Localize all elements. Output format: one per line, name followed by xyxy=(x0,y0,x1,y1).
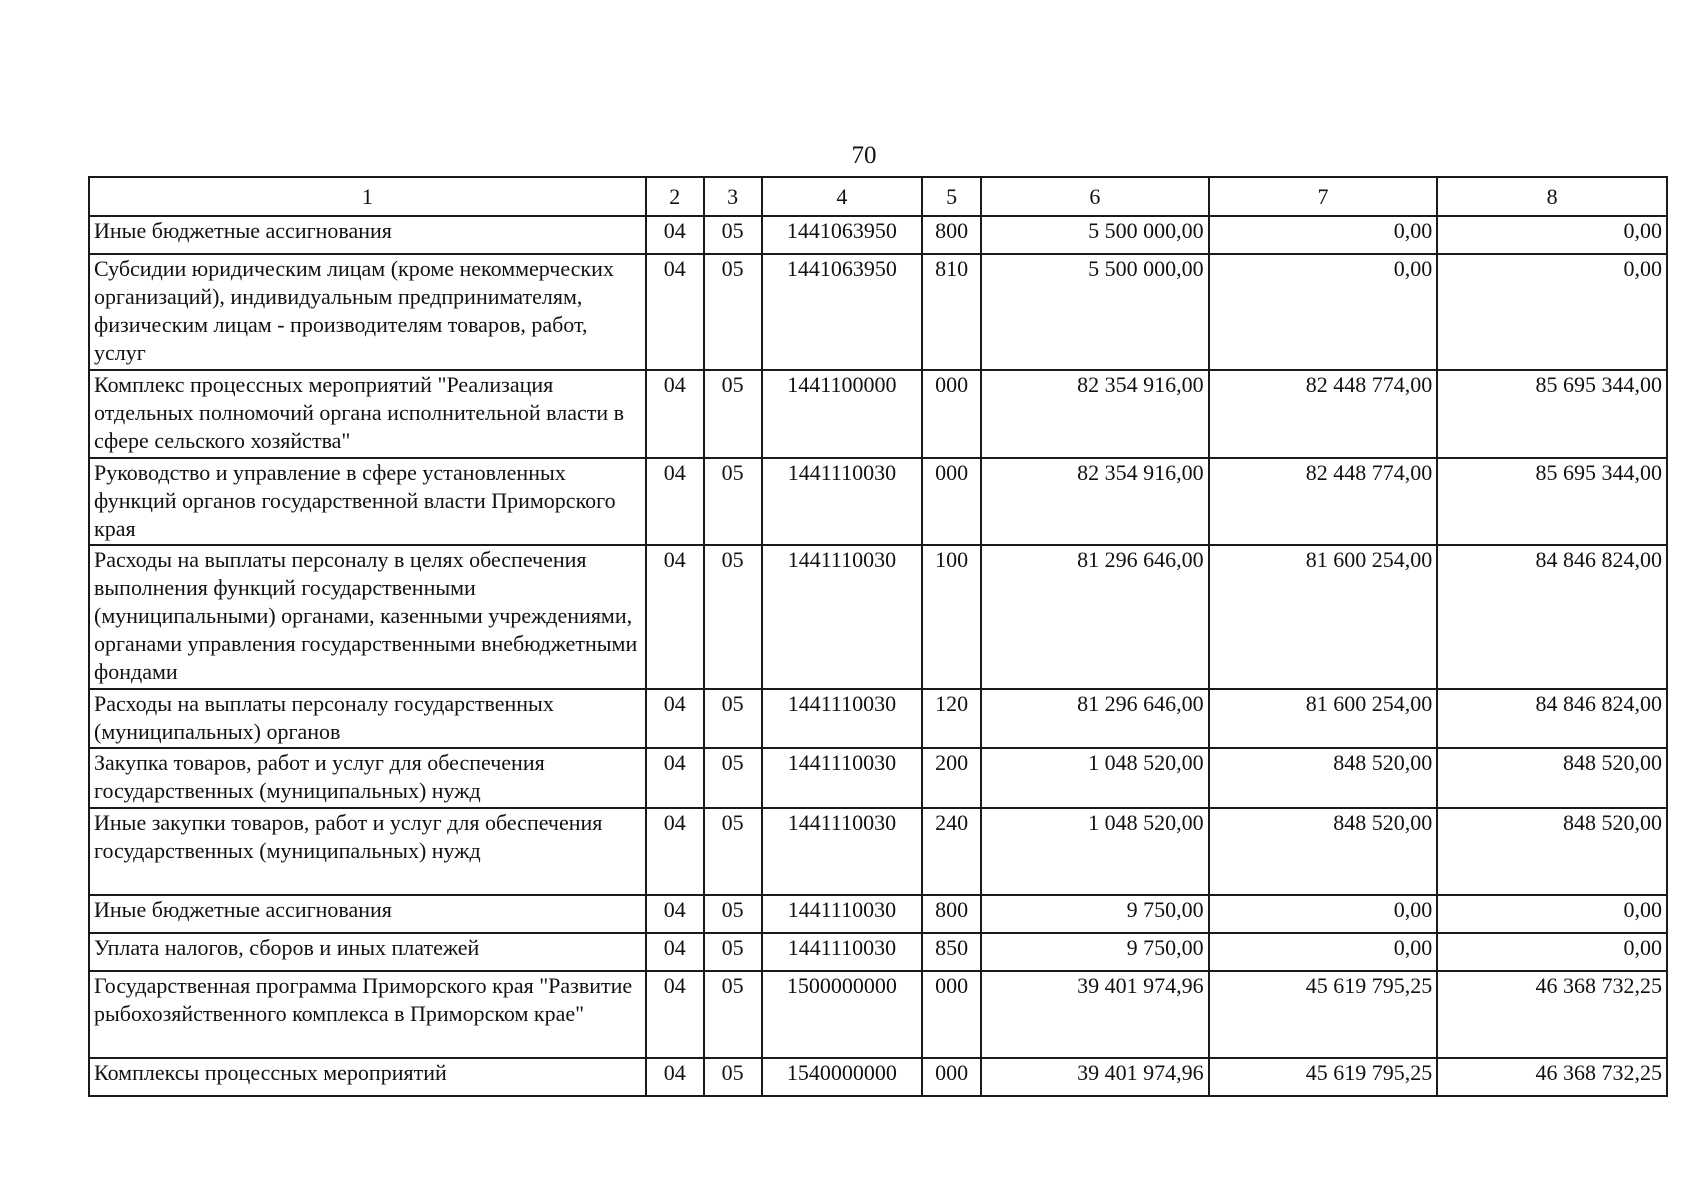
amount-col-6: 5 500 000,00 xyxy=(981,216,1209,254)
table-row xyxy=(89,216,1667,254)
amount-col-6: 81 296 646,00 xyxy=(981,545,1209,689)
row-description: Комплексы процессных мероприятий xyxy=(89,1058,646,1096)
amount-col-6: 9 750,00 xyxy=(981,933,1209,971)
table-row xyxy=(89,545,1667,689)
target-article-code: 1441110030 xyxy=(762,689,923,748)
column-header-6: 6 xyxy=(981,177,1209,216)
row-description: Закупка товаров, работ и услуг для обеспечения государственных (муниципальных) нужд xyxy=(89,748,646,808)
section-code: 04 xyxy=(646,216,704,254)
target-article-code: 1441110030 xyxy=(762,933,923,971)
expense-type-code: 000 xyxy=(922,1058,981,1096)
table-row xyxy=(89,458,1667,545)
amount-col-7: 81 600 254,00 xyxy=(1209,545,1438,689)
amount-col-8: 0,00 xyxy=(1437,933,1667,971)
section-code: 04 xyxy=(646,1058,704,1096)
section-code: 04 xyxy=(646,933,704,971)
expense-type-code: 810 xyxy=(922,254,981,370)
amount-col-6: 1 048 520,00 xyxy=(981,748,1209,808)
amount-col-7: 0,00 xyxy=(1209,933,1438,971)
column-header-3: 3 xyxy=(704,177,762,216)
amount-col-7: 45 619 795,25 xyxy=(1209,1058,1438,1096)
expense-type-code: 240 xyxy=(922,808,981,895)
row-description: Иные бюджетные ассигнования xyxy=(89,895,646,933)
amount-col-8: 85 695 344,00 xyxy=(1437,370,1667,458)
budget-table xyxy=(88,176,1668,1097)
subsection-code: 05 xyxy=(704,1058,762,1096)
section-code: 04 xyxy=(646,895,704,933)
row-description: Иные закупки товаров, работ и услуг для обеспечения государственных (муниципальных) нужд xyxy=(89,808,646,895)
amount-col-6: 1 048 520,00 xyxy=(981,808,1209,895)
amount-col-8: 0,00 xyxy=(1437,216,1667,254)
table-row xyxy=(89,1058,1667,1096)
amount-col-6: 39 401 974,96 xyxy=(981,971,1209,1058)
column-header-4: 4 xyxy=(762,177,923,216)
section-code: 04 xyxy=(646,748,704,808)
amount-col-8: 0,00 xyxy=(1437,895,1667,933)
amount-col-6: 82 354 916,00 xyxy=(981,458,1209,545)
amount-col-8: 848 520,00 xyxy=(1437,748,1667,808)
row-description: Иные бюджетные ассигнования xyxy=(89,216,646,254)
expense-type-code: 200 xyxy=(922,748,981,808)
amount-col-8: 84 846 824,00 xyxy=(1437,689,1667,748)
section-code: 04 xyxy=(646,545,704,689)
section-code: 04 xyxy=(646,254,704,370)
target-article-code: 1441110030 xyxy=(762,748,923,808)
subsection-code: 05 xyxy=(704,808,762,895)
amount-col-7: 0,00 xyxy=(1209,895,1438,933)
subsection-code: 05 xyxy=(704,895,762,933)
amount-col-7: 848 520,00 xyxy=(1209,748,1438,808)
table-row xyxy=(89,808,1667,895)
section-code: 04 xyxy=(646,458,704,545)
subsection-code: 05 xyxy=(704,689,762,748)
target-article-code: 1441110030 xyxy=(762,808,923,895)
row-description: Государственная программа Приморского края "Развитие рыбохозяйственного комплекса в Приморском крае" xyxy=(89,971,646,1058)
row-description: Уплата налогов, сборов и иных платежей xyxy=(89,933,646,971)
amount-col-7: 848 520,00 xyxy=(1209,808,1438,895)
expense-type-code: 000 xyxy=(922,370,981,458)
expense-type-code: 800 xyxy=(922,216,981,254)
subsection-code: 05 xyxy=(704,748,762,808)
target-article-code: 1441110030 xyxy=(762,545,923,689)
subsection-code: 05 xyxy=(704,216,762,254)
amount-col-8: 46 368 732,25 xyxy=(1437,971,1667,1058)
expense-type-code: 000 xyxy=(922,971,981,1058)
header-row xyxy=(89,177,1667,216)
amount-col-6: 82 354 916,00 xyxy=(981,370,1209,458)
amount-col-8: 848 520,00 xyxy=(1437,808,1667,895)
amount-col-7: 82 448 774,00 xyxy=(1209,370,1438,458)
row-description: Расходы на выплаты персоналу в целях обеспечения выполнения функций государственными (муниципальными) органами, казенными учреждениями, органами управления государственными внебюджетными фондами xyxy=(89,545,646,689)
section-code: 04 xyxy=(646,971,704,1058)
table-row xyxy=(89,370,1667,458)
amount-col-8: 84 846 824,00 xyxy=(1437,545,1667,689)
amount-col-8: 46 368 732,25 xyxy=(1437,1058,1667,1096)
target-article-code: 1441110030 xyxy=(762,458,923,545)
column-header-5: 5 xyxy=(922,177,981,216)
row-description: Комплекс процессных мероприятий "Реализация отдельных полномочий органа исполнительной власти в сфере сельского хозяйства" xyxy=(89,370,646,458)
subsection-code: 05 xyxy=(704,933,762,971)
table-row xyxy=(89,689,1667,748)
table-row xyxy=(89,748,1667,808)
expense-type-code: 850 xyxy=(922,933,981,971)
subsection-code: 05 xyxy=(704,545,762,689)
expense-type-code: 800 xyxy=(922,895,981,933)
table-row xyxy=(89,895,1667,933)
target-article-code: 1441063950 xyxy=(762,254,923,370)
amount-col-7: 45 619 795,25 xyxy=(1209,971,1438,1058)
amount-col-6: 81 296 646,00 xyxy=(981,689,1209,748)
amount-col-8: 0,00 xyxy=(1437,254,1667,370)
amount-col-7: 0,00 xyxy=(1209,216,1438,254)
section-code: 04 xyxy=(646,370,704,458)
row-description: Расходы на выплаты персоналу государственных (муниципальных) органов xyxy=(89,689,646,748)
expense-type-code: 000 xyxy=(922,458,981,545)
amount-col-7: 82 448 774,00 xyxy=(1209,458,1438,545)
amount-col-6: 9 750,00 xyxy=(981,895,1209,933)
target-article-code: 1500000000 xyxy=(762,971,923,1058)
target-article-code: 1441100000 xyxy=(762,370,923,458)
column-header-7: 7 xyxy=(1209,177,1438,216)
subsection-code: 05 xyxy=(704,254,762,370)
amount-col-6: 39 401 974,96 xyxy=(981,1058,1209,1096)
amount-col-8: 85 695 344,00 xyxy=(1437,458,1667,545)
amount-col-7: 81 600 254,00 xyxy=(1209,689,1438,748)
column-header-8: 8 xyxy=(1437,177,1667,216)
expense-type-code: 120 xyxy=(922,689,981,748)
column-header-2: 2 xyxy=(646,177,704,216)
subsection-code: 05 xyxy=(704,370,762,458)
amount-col-6: 5 500 000,00 xyxy=(981,254,1209,370)
section-code: 04 xyxy=(646,808,704,895)
page-number: 70 xyxy=(851,142,877,169)
section-code: 04 xyxy=(646,689,704,748)
subsection-code: 05 xyxy=(704,971,762,1058)
row-description: Субсидии юридическим лицам (кроме некоммерческих организаций), индивидуальным предпринимателям, физическим лицам - производителям товаров, работ, услуг xyxy=(89,254,646,370)
subsection-code: 05 xyxy=(704,458,762,545)
row-description: Руководство и управление в сфере установленных функций органов государственной власти Приморского края xyxy=(89,458,646,545)
column-header-1: 1 xyxy=(89,177,646,216)
expense-type-code: 100 xyxy=(922,545,981,689)
amount-col-7: 0,00 xyxy=(1209,254,1438,370)
table-row xyxy=(89,971,1667,1058)
table-row xyxy=(89,933,1667,971)
target-article-code: 1441063950 xyxy=(762,216,923,254)
target-article-code: 1441110030 xyxy=(762,895,923,933)
target-article-code: 1540000000 xyxy=(762,1058,923,1096)
table-row xyxy=(89,254,1667,370)
